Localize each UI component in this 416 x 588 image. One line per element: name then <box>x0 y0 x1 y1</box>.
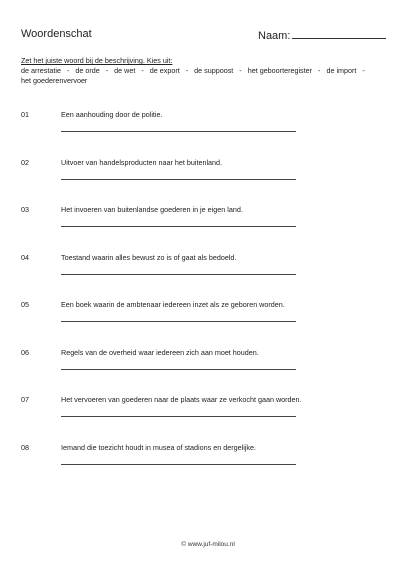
question-number: 04 <box>21 252 29 262</box>
answer-line <box>61 131 296 132</box>
question-text: Toestand waarin alles bewust zo is of gaat als bedoeld. <box>61 252 237 262</box>
footer-copyright: © www.juf-milou.nl <box>181 541 235 548</box>
word-bank-separator: - <box>66 66 70 75</box>
question-number: 03 <box>21 205 29 214</box>
word-bank-item: de suppoost <box>194 66 234 75</box>
answer-line <box>61 179 296 180</box>
word-bank-item: de orde <box>75 66 100 75</box>
name-write-line <box>292 28 386 39</box>
page-title: Woordenschat <box>21 28 92 40</box>
question-text: Iemand die toezicht houdt in musea of stadions en dergelijke. <box>61 442 256 452</box>
word-bank-item: de wet <box>114 66 136 75</box>
answer-line <box>61 369 296 370</box>
question-number: 02 <box>21 157 29 167</box>
question-number: 08 <box>21 442 29 452</box>
word-bank-item: de arrestatie <box>21 66 61 75</box>
word-bank <box>21 66 391 86</box>
question-item <box>21 300 381 324</box>
instructions: Zet het juiste woord bij de beschrijving. Kies uit: <box>21 56 173 65</box>
answer-line <box>61 416 296 417</box>
question-item <box>21 348 381 372</box>
word-bank-separator: - <box>141 66 144 75</box>
name-label: Naam: <box>258 30 291 42</box>
word-bank-item: het goederenvervoer <box>21 76 88 85</box>
question-text: Een aanhouding door de politie. <box>61 110 163 119</box>
word-bank-separator: - <box>239 66 242 75</box>
question-text: Regels van de overheid waar iedereen zich aan moet houden. <box>61 347 259 357</box>
question-number: 06 <box>21 347 29 357</box>
question-item <box>21 443 381 467</box>
answer-line <box>61 274 296 275</box>
question-number: 01 <box>21 110 29 119</box>
word-bank-separator: - <box>318 66 321 75</box>
question-item <box>21 205 381 229</box>
question-text: Het invoeren van buitenlandse goederen in je eigen land. <box>61 205 243 214</box>
name-field <box>258 28 386 42</box>
question-number: 07 <box>21 395 29 404</box>
question-text: Een boek waarin de ambtenaar iedereen inzet als ze geboren worden. <box>61 300 285 309</box>
question-item <box>21 158 381 182</box>
question-number: 05 <box>21 300 29 309</box>
word-bank-separator: - <box>362 66 365 75</box>
question-text: Het vervoeren van goederen naar de plaats waar ze verkocht gaan worden. <box>61 395 302 404</box>
answer-line <box>61 226 296 227</box>
word-bank-separator: - <box>105 66 109 75</box>
question-item <box>21 395 381 419</box>
question-item <box>21 253 381 277</box>
word-bank-separator: - <box>185 66 189 75</box>
answer-line <box>61 464 296 465</box>
answer-line <box>61 321 296 322</box>
question-item <box>21 110 381 134</box>
word-bank-item: de import <box>326 66 357 75</box>
word-bank-item: het geboorteregister <box>247 66 313 75</box>
word-bank-item: de export <box>149 66 180 75</box>
question-text: Uitvoer van handelsproducten naar het buitenland. <box>61 157 223 167</box>
